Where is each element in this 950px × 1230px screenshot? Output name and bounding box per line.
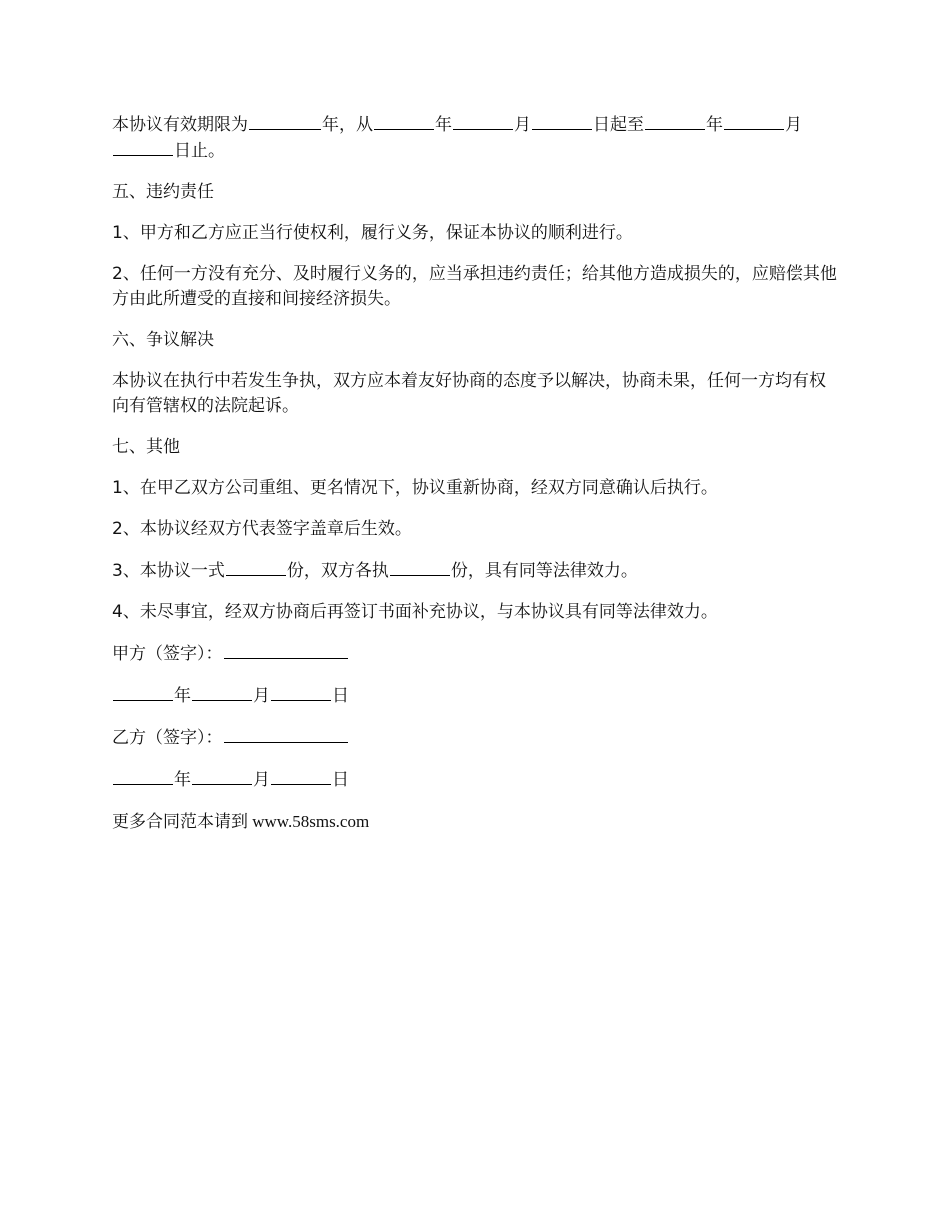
party-b-label: 乙方（签字）： xyxy=(112,728,223,748)
blank-field xyxy=(192,767,252,785)
blank-field xyxy=(113,683,173,701)
party-b-signature xyxy=(112,725,842,751)
document-body xyxy=(112,112,842,850)
date-unit: 年 xyxy=(174,686,191,706)
date-unit: 日 xyxy=(332,686,349,706)
term-text: 年 xyxy=(435,115,452,135)
term-text: 日起至 xyxy=(593,115,644,135)
party-a-label: 甲方（签字）： xyxy=(112,644,223,664)
blank-field xyxy=(271,683,331,701)
section-heading: 六、争议解决 xyxy=(112,330,214,350)
blank-field xyxy=(271,767,331,785)
item-text: 份，具有同等法律效力。 xyxy=(450,561,638,581)
term-text: 月 xyxy=(514,115,531,135)
section-item: 1、在甲乙双方公司重组、更名情况下，协议重新协商，经双方同意确认后执行。 xyxy=(112,478,718,498)
term-text: 年 xyxy=(706,115,723,135)
section-heading: 五、违约责任 xyxy=(112,182,214,202)
term-text: 年，从 xyxy=(322,115,373,135)
party-b-date xyxy=(112,767,842,793)
section-item: 1、甲方和乙方应正当行使权利，履行义务，保证本协议的顺利进行。 xyxy=(112,223,633,243)
blank-field xyxy=(113,767,173,785)
blank-field xyxy=(249,112,321,130)
signature-line xyxy=(224,725,348,743)
party-a-date xyxy=(112,683,842,709)
term-text: 日止。 xyxy=(174,141,225,161)
blank-field xyxy=(113,138,173,156)
blank-field xyxy=(374,112,434,130)
blank-field xyxy=(192,683,252,701)
section-item xyxy=(112,558,842,584)
section-item: 2、本协议经双方代表签字盖章后生效。 xyxy=(112,519,412,539)
date-unit: 月 xyxy=(253,686,270,706)
term-paragraph xyxy=(112,112,842,164)
footer-link-text: 更多合同范本请到 www.58sms.com xyxy=(112,812,370,831)
item-text: 份，双方各执 xyxy=(286,561,389,581)
section-item: 4、未尽事宜，经双方协商后再签订书面补充协议，与本协议具有同等法律效力。 xyxy=(112,602,718,622)
date-unit: 日 xyxy=(332,770,349,790)
section-text: 本协议在执行中若发生争执，双方应本着友好协商的态度予以解决，协商未果，任何一方均有权向有管辖权的法院起诉。 xyxy=(112,371,826,416)
blank-field xyxy=(390,558,450,576)
term-prefix: 本协议有效期限为 xyxy=(112,115,248,135)
blank-field xyxy=(645,112,705,130)
section-item: 2、任何一方没有充分、及时履行义务的，应当承担违约责任；给其他方造成损失的，应赔偿其他方由此所遭受的直接和间接经济损失。 xyxy=(112,264,837,309)
blank-field xyxy=(453,112,513,130)
blank-field xyxy=(532,112,592,130)
section-heading: 七、其他 xyxy=(112,437,180,457)
blank-field xyxy=(226,558,286,576)
party-a-signature xyxy=(112,641,842,667)
date-unit: 月 xyxy=(253,770,270,790)
date-unit: 年 xyxy=(174,770,191,790)
blank-field xyxy=(724,112,784,130)
signature-line xyxy=(224,641,348,659)
item-text: 3、本协议一式 xyxy=(112,561,225,581)
term-text: 月 xyxy=(785,115,802,135)
